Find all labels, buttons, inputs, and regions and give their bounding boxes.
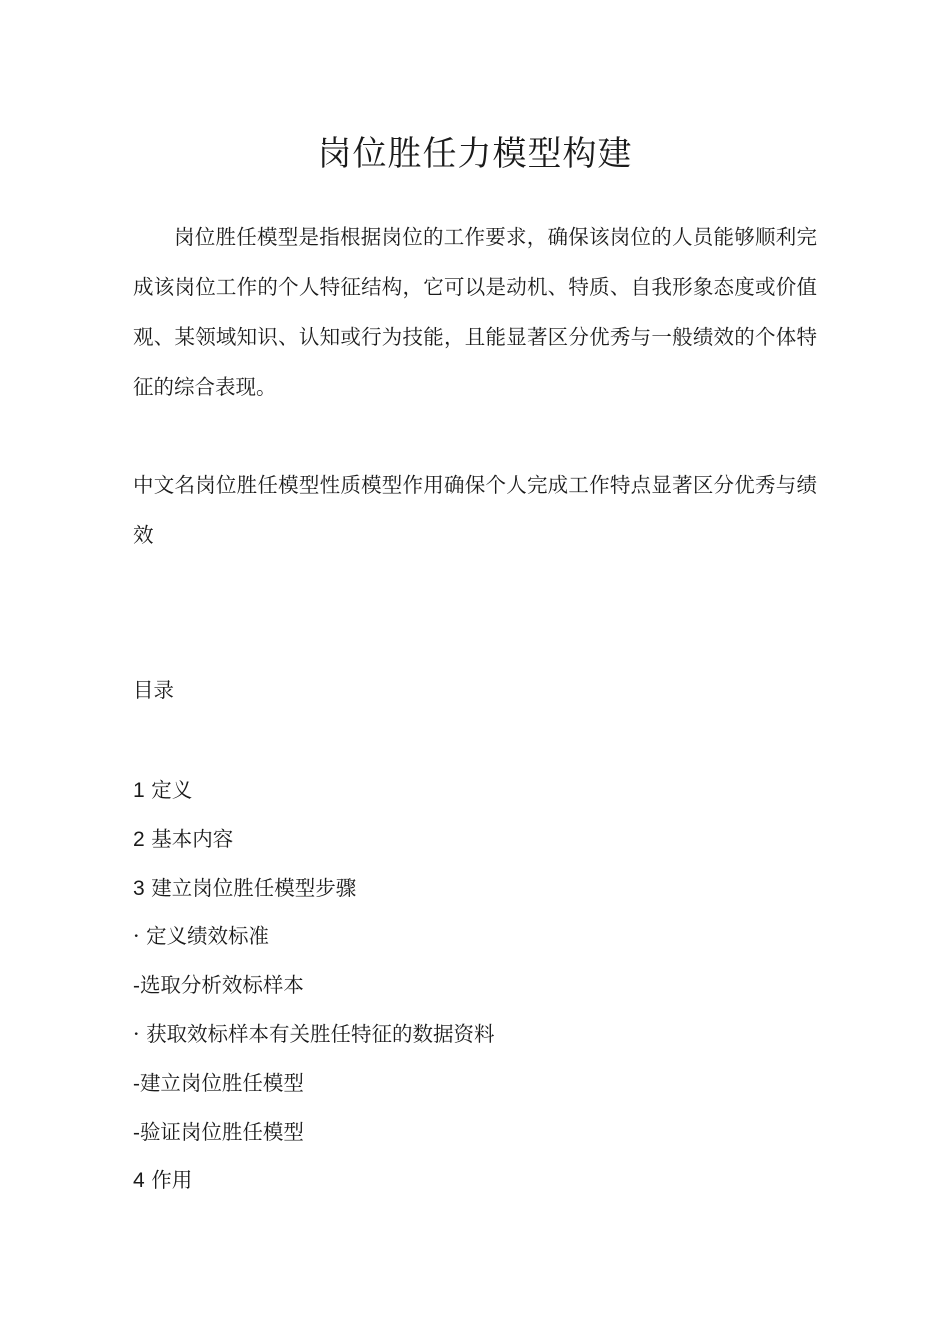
toc-item-basic-content (133, 821, 495, 870)
intro-paragraph: 岗位胜任模型是指根据岗位的工作要求，确保该岗位的人员能够顺利完成该岗位工作的个人特征结构，它可以是动机、特质、自我形象态度或价值观、某领域知识、认知或行为技能，且能显著区分优秀与一般绩效的个体特征的综合表现。 (133, 225, 817, 399)
toc-item-label: 基本内容 (151, 826, 234, 851)
toc-item-label: 定义绩效标准 (146, 924, 270, 949)
toc-bullet: · (133, 924, 140, 949)
toc-bullet: - (133, 1070, 140, 1095)
toc-marker: 3 (133, 876, 145, 900)
toc-bullet: - (133, 973, 140, 998)
toc-item-function (133, 1162, 495, 1211)
toc-marker: 2 (133, 827, 145, 851)
toc-subitem-validate-model (133, 1114, 495, 1163)
toc-item-steps (133, 870, 495, 919)
toc-item-label: 验证岗位胜任模型 (139, 1119, 304, 1144)
toc-item-label: 获取效标样本有关胜任特征的数据资料 (146, 1021, 495, 1046)
toc-subitem-performance-standard (133, 918, 495, 967)
page-title: 岗位胜任力模型构建 (317, 134, 633, 174)
toc-item-label: 建立岗位胜任模型 (139, 1070, 304, 1095)
toc-item-definition (133, 772, 495, 821)
toc-subitem-build-model (133, 1065, 495, 1114)
toc-marker: 4 (133, 1169, 145, 1193)
table-of-contents (133, 772, 495, 1211)
toc-marker: 1 (133, 779, 145, 802)
toc-heading: 目录 (133, 678, 174, 702)
toc-subitem-collect-data (133, 1016, 495, 1065)
toc-item-label: 建立岗位胜任模型步骤 (151, 875, 357, 900)
toc-subitem-select-samples (133, 967, 495, 1016)
toc-item-label: 作用 (151, 1168, 193, 1193)
toc-bullet: · (133, 1021, 140, 1046)
summary-line: 中文名岗位胜任模型性质模型作用确保个人完成工作特点显著区分优秀与绩效 (133, 473, 817, 547)
toc-item-label: 定义 (151, 778, 193, 802)
toc-bullet: - (133, 1119, 140, 1144)
toc-item-label: 选取分析效标样本 (139, 973, 304, 998)
